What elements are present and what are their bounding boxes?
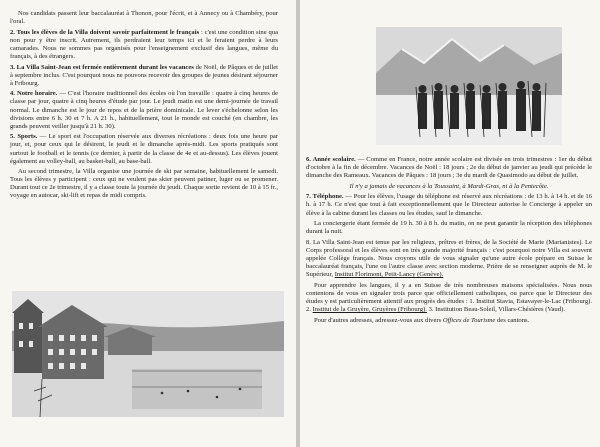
section-2	[10, 29, 278, 61]
section-5-title: 5. Sports.	[10, 133, 38, 141]
intro-paragraph: Nos candidats passent leur baccalauréat à Thonon, pour l'écrit, et à Annecy ou à Chambéry, pour l'oral.	[10, 10, 278, 26]
tourism-text: Pour d'autres adresses, adressez-vous aux divers	[314, 316, 442, 324]
ski-group-image	[376, 27, 562, 145]
villa-photo	[12, 291, 284, 417]
section-8	[306, 239, 592, 279]
section-6-note-text: Il n'y a jamais de vacances à la Toussaint, à Mardi-Gras, ni à la Pentecôte.	[349, 182, 549, 190]
section-4-title: 4. Notre horaire.	[10, 90, 58, 98]
section-4	[10, 90, 278, 130]
section-4-text: — C'est l'horaire traditionnel des écoles où l'on travaille : quatre à cinq heures de classe par jour, quatre à cinq heures d'étude par jour. Le jeudi matin est une demi-journée de travail normal. Le dimanche est le jour de repos et de la prière dominicale. Le lever s'échelonne selon les divisions entre 6 h. 30 et 7 h. A 21 h., habituellement, tout le monde est couché (en chambre, les grands peuvent veiller jusqu'à 21 h. 30).	[10, 90, 278, 130]
section-7-title: 7. Téléphone.	[306, 193, 344, 201]
ski-group-photo	[376, 27, 562, 145]
section-6-text: — Comme en France, notre année scolaire est divisée en trois trimestres : 1er du début d'octobre à la fin de décembre. Vacances de Noël : 18 jours ; 2e du début de janvier au jeudi qui précède le dimanche des Rameaux. Vacances de Pâques : 18 jours ; 3e du mardi de Quasimodo au début de juillet.	[306, 156, 592, 180]
gruyere-link: Institut de la Gruyère, Gruyères (Fribourg).	[312, 306, 427, 314]
left-text-column	[10, 10, 278, 203]
florimont-link: Institut Florimont, Petit-Lancy (Genève).	[334, 271, 444, 279]
section-8-text: 8. La Villa Saint-Jean est tenue par les religieux, prêtres et frères, de la Société de Marie (Marianistes). Le Corps professoral et les élèves sont en très grande majorité français : c'est pourquoi notre Villa est souvent appelée Collège français. Nous croyons utile de vous signaler qu'une autre école prépare en Suisse le baccalauréat français, l'une ou l'autre classe avec section moderne. Prière de se renseigner auprès de M. le Supérieur,	[306, 238, 592, 279]
section-5-ski: Au second trimestre, la Villa organise une journée de ski par semaine, habituellement le samedi. Tous les élèves y participent : ceux qui ne veulent pas skier peuvent patiner, luger ou se promener. Durant tout ce 2e trimestre, il y a classe toute la journée du jeudi. Chaque sortie revient de 10 à 15 fr., voyage en autocar, ski-lift et repas de midi compris.	[10, 168, 278, 200]
section-3-text: de Noël, de Pâques et de juillet à septembre inclus. C'est pourquoi nous ne pouvons recevoir des groupes de jeunes désirant séjourner à Fribourg.	[10, 63, 278, 87]
section-6-note	[306, 183, 592, 191]
section-2-text: : c'est une condition sine qua non pour y être inscrit. Autrement, ils perdraient leur temps ici et le feraient perdre à leurs camarades. Nous ne sommes pas organisés pour l'enseignement exclusif des langues, même du français, à des étrangers.	[10, 28, 279, 60]
section-8-languages-text: Pour apprendre les langues, il y a en Suisse de très nombreuses maisons spécialisées. Nous nous contentons de vous en signaler trois parce que officiellement catholiques, ou parce que le Directeur des études y est particulièrement attentif aux progrès des études : 1. Institut Stavia, Estavayer-le-Lac (Fribourg). 2.	[306, 281, 592, 314]
section-7	[306, 193, 592, 217]
section-8-languages	[306, 282, 592, 314]
section-7-conciergerie: La conciergerie étant fermée de 19 h. 30 à 8 h. du matin, on ne peut garantir la réception des téléphones durant la nuit.	[306, 220, 592, 236]
section-6-title: 6. Année scolaire.	[306, 156, 356, 163]
section-3-title: 3. La Villa Saint-Jean est fermée entièrement durant les vacances	[10, 63, 194, 71]
section-3	[10, 64, 278, 88]
right-page	[300, 0, 600, 447]
villa-image	[12, 291, 284, 417]
section-8-tourism	[306, 317, 592, 325]
right-text-column	[306, 156, 592, 327]
section-8-languages-end: 3. Institution Beau-Soleil, Villars-Chésières (Vaud).	[426, 306, 565, 314]
section-2-title: 2. Tous les élèves de la Villa doivent savoir parfaitement le français	[10, 28, 200, 36]
section-6	[306, 156, 592, 180]
left-page	[0, 0, 296, 447]
section-7-text: — Pour les élèves, l'usage du téléphone est réservé aux récréations : de 13 h. à 14 h. et de 16 h. à 17 h. Ce n'est que tout à fait exceptionnellement que le Directeur autorise le Concierge à appeler un élève à la cabine durant les classes ou les études, sauf le dimanche.	[306, 193, 592, 217]
tourism-offices: Offices de Tourisme	[442, 316, 496, 324]
section-5-text: — Le sport est l'occupation réservée aux diverses récréations : deux fois une heure par jour, et, pour ceux qui le désirent, le jeudi et le dimanche après-midi. Les sports pratiqués sont surtout le football et le tennis (ce dernier, à partir de la classe de 4e et au-dessus). Les élèves jouent également au volley-ball, au basket-ball, au base-ball.	[10, 133, 279, 165]
tourism-end: des cantons.	[497, 316, 530, 324]
section-5	[10, 133, 278, 165]
